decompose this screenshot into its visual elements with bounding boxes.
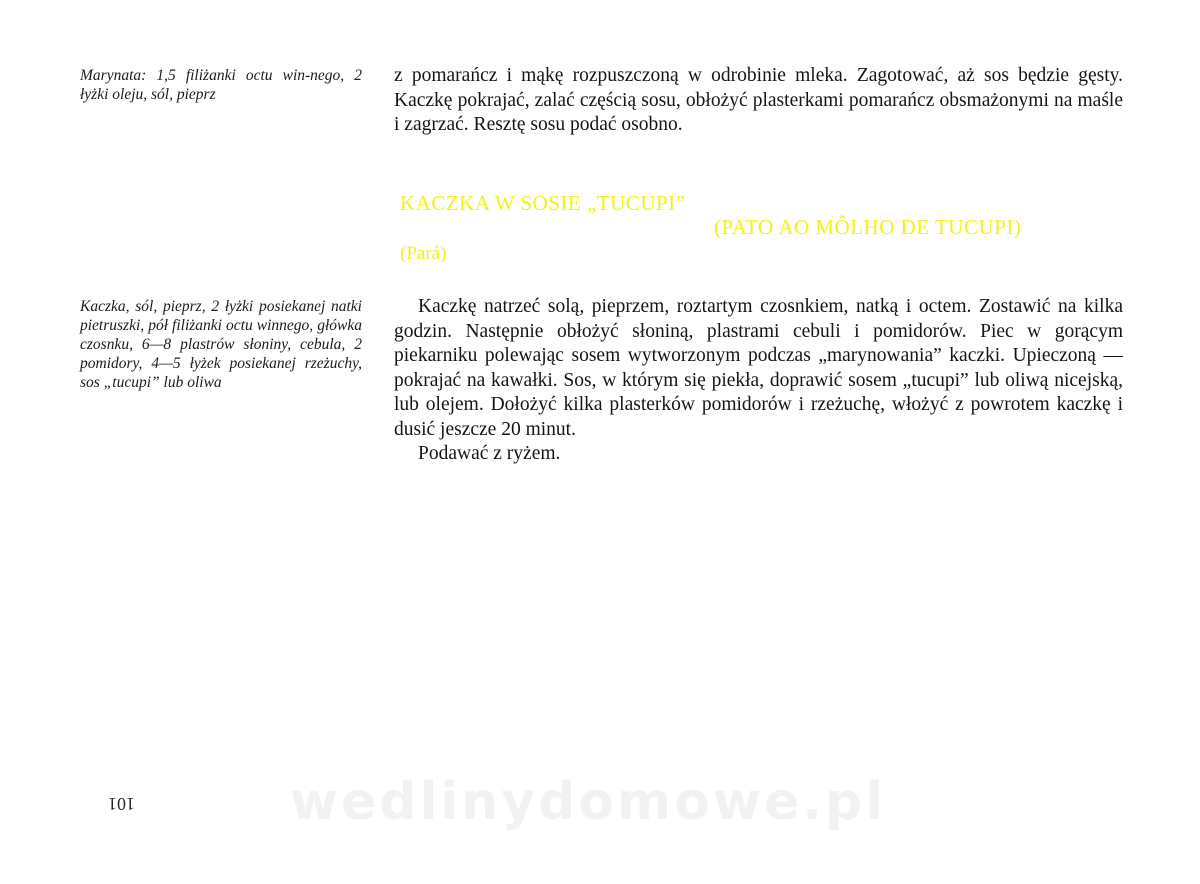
recipe-method-text: Kaczkę natrzeć solą, pieprzem, roztartym czosnkiem, natką i octem. Zostawić na kilka godzin. Następnie obłożyć słoniną, plastrami cebuli i pomidorów. Piec w gorącym piekarniku polewając sosem wytworzonym podczas „marynowania” kaczki. Upieczoną — pokrajać na kawałki. Sos, w którym się piekła, doprawić sosem „tucupi” lub oliwą nicejską, lub olejem. Dołożyć kilka plasterków pomidorów i rzeżuchę, włożyć z powrotem kaczkę i dusić jeszcze 20 minut.	[394, 296, 1123, 440]
recipe-region: (Pará)	[400, 243, 447, 264]
recipe-subtitle: (PATO AO MÔLHO DE TUCUPI)	[714, 215, 1022, 239]
recipe-title: KACZKA W SOSIE „TUCUPI”	[400, 191, 686, 215]
page-number: 101	[108, 794, 135, 814]
ingredients-list: Kaczka, sól, pieprz, 2 łyżki posiekanej natki pietruszki, pół filiżanki octu winnego, główka czosnku, 6—8 plastrów słoniny, cebula, 2 pomidory, 4—5 łyżek posiekanej rzeżuchy, sos „tucupi” lub oliwa	[80, 298, 362, 391]
recipe-method	[394, 295, 1123, 467]
previous-recipe-method-text: z pomarańcz i mąkę rozpuszczoną w odrobinie mleka. Zagotować, aż sos będzie gęsty. Kaczkę pokrajać, zalać częścią sosu, obłożyć plasterkami pomarańcz obsmażonymi na maśle i zagrzać. Resztę sosu podać osobno.	[394, 65, 1123, 135]
previous-recipe-method	[394, 64, 1123, 138]
marinade-note: Marynata: 1,5 filiżanki octu win-nego, 2 łyżki oleju, sól, pieprz	[80, 67, 362, 103]
watermark: wedlinydomowe.pl	[290, 772, 887, 832]
serving-note: Podawać z ryżem.	[418, 443, 561, 464]
